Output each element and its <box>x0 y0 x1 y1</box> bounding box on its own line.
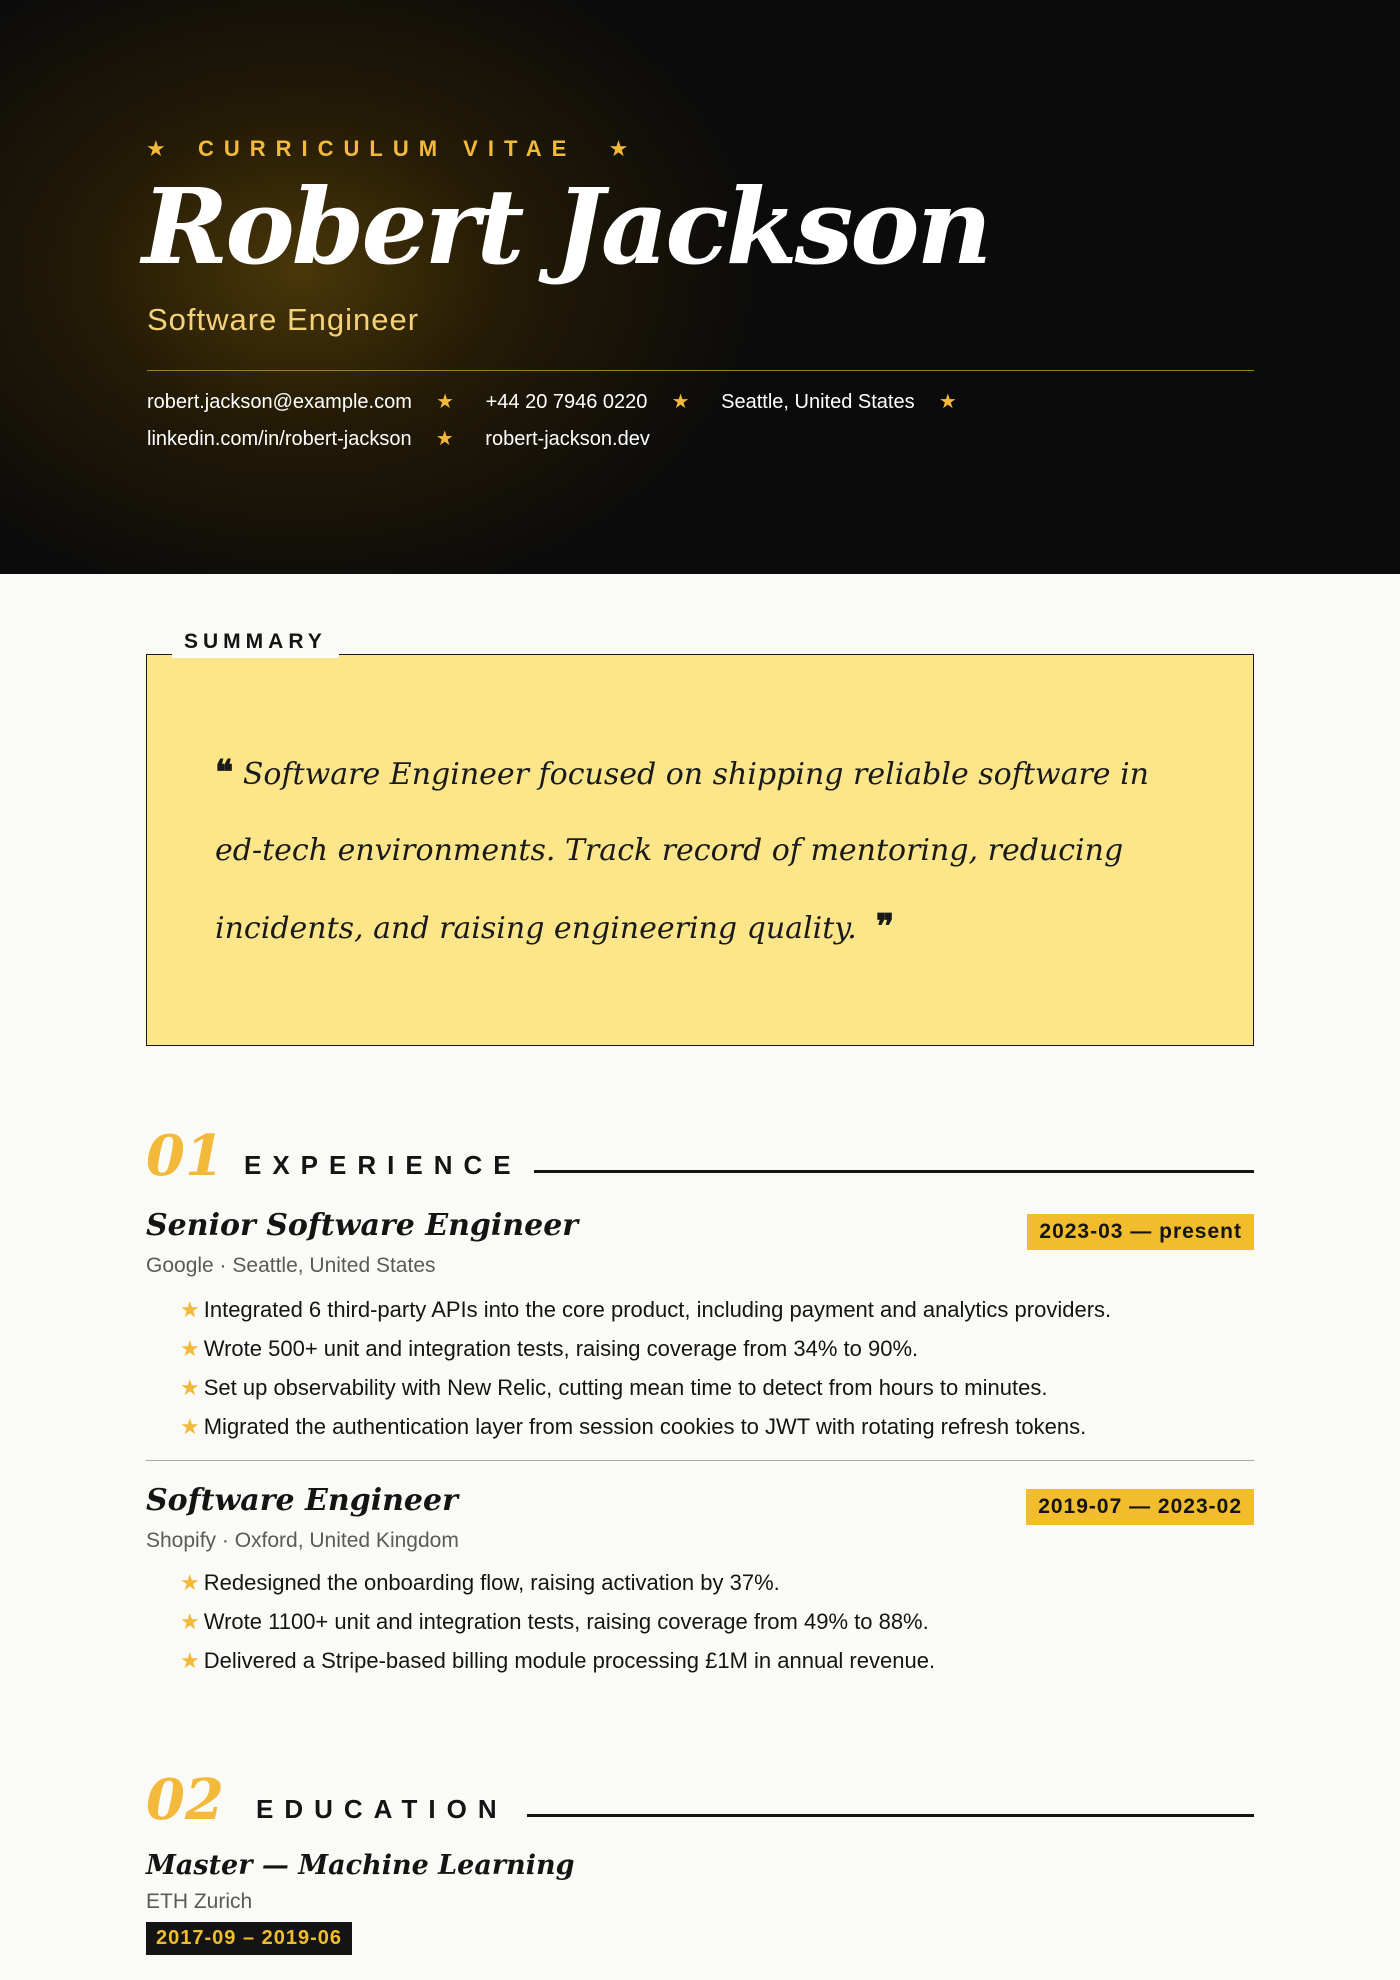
list-item: ★ Redesigned the onboarding flow, raising activation by 37%. <box>180 1570 780 1595</box>
education-section-number: 02 <box>146 1767 224 1833</box>
job-date-badge: 2023-03 — present <box>1027 1214 1254 1250</box>
kicker <box>146 136 628 162</box>
summary-body: Software Engineer focused on shipping reliable software in ed-tech environments. Track record of mentoring, reducing incidents, and raising engineering quality. <box>215 757 1149 946</box>
list-item: ★ Wrote 500+ unit and integration tests, raising coverage from 34% to 90%. <box>180 1336 919 1361</box>
contact-location: Seattle, United States ★ <box>721 391 957 413</box>
school-name: ETH Zurich <box>146 1890 253 1913</box>
education-section-title: EDUCATION <box>256 1794 508 1824</box>
job-meta: Google · Seattle, United States <box>146 1254 436 1277</box>
contact-phone[interactable]: +44 20 7946 0220 ★ <box>485 391 690 413</box>
contact-list <box>147 384 1257 458</box>
list-item: ★ Integrated 6 third-party APIs into the core product, including payment and analytics providers. <box>180 1297 1112 1322</box>
list-item: ★ Set up observability with New Relic, cutting mean time to detect from hours to minutes. <box>180 1375 1048 1400</box>
list-item: ★ Delivered a Stripe-based billing module processing £1M in annual revenue. <box>180 1648 936 1673</box>
summary-text <box>215 735 1205 967</box>
job-divider <box>146 1460 1254 1461</box>
star-icon: ★ <box>435 428 454 450</box>
job-meta: Shopify · Oxford, United Kingdom <box>146 1529 459 1552</box>
job-title: Software Engineer <box>146 1483 458 1518</box>
summary-box <box>146 654 1254 1046</box>
star-icon: ★ <box>146 136 166 161</box>
list-item: ★ Wrote 1100+ unit and integration tests, raising coverage from 49% to 88%. <box>180 1609 929 1634</box>
candidate-role: Software Engineer <box>147 302 420 337</box>
contact-linkedin[interactable]: linkedin.com/in/robert-jackson ★ <box>147 428 454 450</box>
star-icon: ★ <box>180 1570 200 1595</box>
education-section-rule <box>527 1814 1254 1817</box>
star-icon: ★ <box>180 1609 200 1634</box>
header-divider <box>147 370 1254 371</box>
job-date-badge: 2019-07 — 2023-02 <box>1026 1489 1254 1525</box>
job-title: Senior Software Engineer <box>146 1208 579 1243</box>
quote-close-icon: ❞ <box>875 907 895 947</box>
contact-website[interactable]: robert-jackson.dev <box>485 428 650 450</box>
star-icon: ★ <box>180 1297 200 1322</box>
star-icon: ★ <box>180 1336 200 1361</box>
star-icon: ★ <box>671 391 690 413</box>
candidate-name: Robert Jackson <box>142 165 990 288</box>
quote-open-icon: ❝ <box>215 753 234 793</box>
star-icon: ★ <box>180 1648 200 1673</box>
experience-section-rule <box>534 1170 1254 1173</box>
resume-header <box>0 0 1400 574</box>
list-item: ★ Migrated the authentication layer from session cookies to JWT with rotating refresh tokens. <box>180 1414 1087 1439</box>
star-icon: ★ <box>608 136 629 161</box>
contact-email[interactable]: robert.jackson@example.com ★ <box>147 391 455 413</box>
degree-title: Master — Machine Learning <box>146 1850 575 1881</box>
star-icon: ★ <box>436 391 455 413</box>
kicker-label: CURRICULUM VITAE <box>197 136 577 161</box>
experience-section-number: 01 <box>146 1123 224 1189</box>
job-bullets <box>180 1290 1260 1446</box>
summary-label: SUMMARY <box>172 628 339 658</box>
job-bullets <box>180 1563 1260 1680</box>
education-date-badge: 2017-09 – 2019-06 <box>146 1922 352 1955</box>
star-icon: ★ <box>938 391 957 413</box>
star-icon: ★ <box>180 1375 200 1400</box>
experience-section-title: EXPERIENCE <box>244 1150 522 1180</box>
star-icon: ★ <box>180 1414 200 1439</box>
